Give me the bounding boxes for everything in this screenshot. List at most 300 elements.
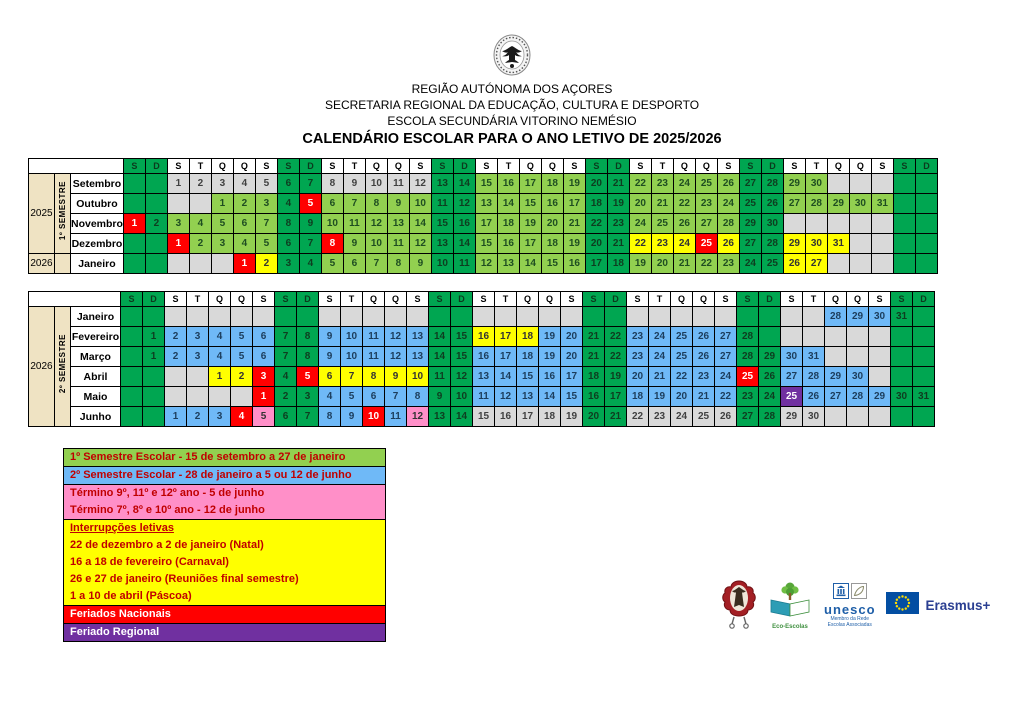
weekday-header: S xyxy=(407,292,429,307)
day-cell: 9 xyxy=(343,234,365,254)
day-cell xyxy=(915,194,937,214)
day-cell: 9 xyxy=(341,407,363,427)
day-cell xyxy=(539,307,561,327)
day-cell: 17 xyxy=(495,347,517,367)
weekday-header: D xyxy=(913,292,935,307)
weekday-header: T xyxy=(341,292,363,307)
day-cell xyxy=(517,307,539,327)
day-cell: 19 xyxy=(605,367,627,387)
day-cell: 20 xyxy=(585,174,607,194)
day-cell: 10 xyxy=(341,327,363,347)
legend-line: Feriado Regional xyxy=(70,626,160,638)
day-cell: 12 xyxy=(385,347,407,367)
day-cell xyxy=(869,367,891,387)
day-cell: 5 xyxy=(299,194,321,214)
day-cell: 2 xyxy=(233,194,255,214)
day-cell xyxy=(913,327,935,347)
day-cell: 27 xyxy=(783,194,805,214)
day-cell xyxy=(759,307,781,327)
weekday-header: S xyxy=(737,292,759,307)
day-cell: 2 xyxy=(165,347,187,367)
day-cell: 17 xyxy=(563,194,585,214)
day-cell: 12 xyxy=(451,367,473,387)
day-cell: 23 xyxy=(693,367,715,387)
day-cell xyxy=(121,347,143,367)
day-cell: 4 xyxy=(209,327,231,347)
day-cell: 12 xyxy=(409,234,431,254)
day-cell: 8 xyxy=(363,367,385,387)
eco-escolas-icon xyxy=(766,580,814,623)
day-cell: 5 xyxy=(255,174,277,194)
day-cell: 27 xyxy=(781,367,803,387)
day-cell: 24 xyxy=(649,327,671,347)
weekday-header: D xyxy=(299,159,321,174)
weekday-header: Q xyxy=(209,292,231,307)
month-label: Fevereiro xyxy=(71,327,121,347)
day-cell: 8 xyxy=(407,387,429,407)
unesco-caption-2: Escolas Associadas xyxy=(827,621,872,628)
day-cell xyxy=(891,347,913,367)
day-cell: 24 xyxy=(673,174,695,194)
day-cell: 6 xyxy=(275,407,297,427)
day-cell: 29 xyxy=(847,307,869,327)
day-cell xyxy=(297,307,319,327)
weekday-header: D xyxy=(607,159,629,174)
day-cell: 7 xyxy=(341,367,363,387)
day-cell xyxy=(583,307,605,327)
day-cell xyxy=(759,327,781,347)
day-cell: 18 xyxy=(541,174,563,194)
day-cell: 5 xyxy=(341,387,363,407)
day-cell xyxy=(145,234,167,254)
day-cell: 4 xyxy=(275,367,297,387)
day-cell: 12 xyxy=(365,214,387,234)
day-cell: 30 xyxy=(805,174,827,194)
day-cell xyxy=(167,194,189,214)
day-cell xyxy=(649,307,671,327)
day-cell: 28 xyxy=(761,174,783,194)
day-cell: 22 xyxy=(673,194,695,214)
day-cell: 16 xyxy=(539,367,561,387)
day-cell: 9 xyxy=(343,174,365,194)
day-cell: 27 xyxy=(695,214,717,234)
day-cell: 23 xyxy=(627,327,649,347)
day-cell: 28 xyxy=(759,407,781,427)
day-cell: 1 xyxy=(143,327,165,347)
day-cell: 18 xyxy=(541,234,563,254)
day-cell xyxy=(849,174,871,194)
day-cell: 23 xyxy=(607,214,629,234)
day-cell: 11 xyxy=(363,327,385,347)
day-cell: 11 xyxy=(387,234,409,254)
day-cell: 20 xyxy=(541,214,563,234)
day-cell xyxy=(167,254,189,274)
day-cell: 11 xyxy=(473,387,495,407)
day-cell: 1 xyxy=(167,234,189,254)
org-line-1: REGIÃO AUTÓNOMA DOS AÇORES xyxy=(411,82,613,96)
day-cell: 16 xyxy=(497,234,519,254)
day-cell: 13 xyxy=(497,254,519,274)
day-cell: 4 xyxy=(209,347,231,367)
day-cell: 10 xyxy=(365,174,387,194)
day-cell: 6 xyxy=(233,214,255,234)
day-cell: 15 xyxy=(475,174,497,194)
day-cell xyxy=(671,307,693,327)
day-cell: 4 xyxy=(319,387,341,407)
day-cell: 17 xyxy=(475,214,497,234)
day-cell: 1 xyxy=(143,347,165,367)
day-cell: 2 xyxy=(231,367,253,387)
legend-line: 16 a 18 de fevereiro (Carnaval) xyxy=(70,556,229,568)
day-cell: 21 xyxy=(693,387,715,407)
day-cell xyxy=(473,307,495,327)
legend-line: Término 9º, 11º e 12º ano - 5 de junho xyxy=(70,487,265,499)
day-cell xyxy=(209,307,231,327)
month-label: Abril xyxy=(71,367,121,387)
day-cell: 8 xyxy=(319,407,341,427)
day-cell xyxy=(187,367,209,387)
weekday-header: Q xyxy=(365,159,387,174)
semester-label-text: 2º SEMESTRE xyxy=(58,334,67,394)
day-cell: 5 xyxy=(297,367,319,387)
legend-line: 26 e 27 de janeiro (Reuniões final semestre) xyxy=(70,573,299,585)
day-cell: 29 xyxy=(783,234,805,254)
day-cell: 11 xyxy=(453,254,475,274)
day-cell xyxy=(803,307,825,327)
day-cell: 19 xyxy=(629,254,651,274)
day-cell xyxy=(913,347,935,367)
day-cell: 27 xyxy=(805,254,827,274)
month-label: Maio xyxy=(71,387,121,407)
day-cell: 3 xyxy=(255,194,277,214)
table-corner xyxy=(29,159,124,174)
day-cell: 23 xyxy=(651,234,673,254)
day-cell: 22 xyxy=(629,174,651,194)
day-cell: 30 xyxy=(803,407,825,427)
org-line-3: ESCOLA SECUNDÁRIA VITORINO NEMÉSIO xyxy=(387,114,637,128)
weekday-header: T xyxy=(651,159,673,174)
day-cell xyxy=(561,307,583,327)
day-cell: 28 xyxy=(847,387,869,407)
day-cell xyxy=(893,234,915,254)
day-cell: 26 xyxy=(761,194,783,214)
weekday-header: D xyxy=(759,292,781,307)
eu-flag-icon xyxy=(886,592,919,619)
erasmus-logo xyxy=(886,592,991,619)
day-cell: 21 xyxy=(649,367,671,387)
day-cell xyxy=(715,307,737,327)
day-cell: 20 xyxy=(671,387,693,407)
year-label: 2026 xyxy=(29,307,55,427)
weekday-header: Q xyxy=(517,292,539,307)
day-cell xyxy=(849,234,871,254)
day-cell: 18 xyxy=(539,407,561,427)
weekday-header: D xyxy=(451,292,473,307)
day-cell xyxy=(827,214,849,234)
day-cell: 18 xyxy=(627,387,649,407)
month-label: Novembro xyxy=(71,214,124,234)
day-cell xyxy=(871,234,893,254)
day-cell xyxy=(165,367,187,387)
legend-line: 22 de dezembro a 2 de janeiro (Natal) xyxy=(70,539,264,551)
weekday-header: Q xyxy=(673,159,695,174)
day-cell: 16 xyxy=(473,347,495,367)
day-cell xyxy=(145,194,167,214)
day-cell xyxy=(891,367,913,387)
day-cell xyxy=(915,254,937,274)
day-cell: 28 xyxy=(717,214,739,234)
day-cell xyxy=(805,214,827,234)
legend-line: 1º Semestre Escolar - 15 de setembro a 27 de janeiro xyxy=(70,451,346,463)
day-cell: 30 xyxy=(805,234,827,254)
day-cell: 4 xyxy=(299,254,321,274)
weekday-header: T xyxy=(495,292,517,307)
day-cell: 22 xyxy=(585,214,607,234)
day-cell: 7 xyxy=(297,407,319,427)
day-cell: 17 xyxy=(517,407,539,427)
day-cell: 7 xyxy=(275,327,297,347)
day-cell: 15 xyxy=(451,347,473,367)
weekday-header: S xyxy=(321,159,343,174)
day-cell: 1 xyxy=(165,407,187,427)
legend-block xyxy=(63,484,386,520)
day-cell: 5 xyxy=(321,254,343,274)
day-cell: 10 xyxy=(409,194,431,214)
azores-seal-icon xyxy=(493,34,531,81)
day-cell xyxy=(871,254,893,274)
weekday-header: S xyxy=(739,159,761,174)
weekday-header: Q xyxy=(539,292,561,307)
weekday-header: D xyxy=(453,159,475,174)
legend-block xyxy=(63,466,386,485)
day-cell xyxy=(211,254,233,274)
day-cell: 23 xyxy=(627,347,649,367)
day-cell xyxy=(893,254,915,274)
day-cell xyxy=(143,367,165,387)
day-cell: 29 xyxy=(739,214,761,234)
day-cell: 23 xyxy=(717,254,739,274)
day-cell: 30 xyxy=(761,214,783,234)
day-cell: 9 xyxy=(385,367,407,387)
day-cell: 29 xyxy=(783,174,805,194)
day-cell xyxy=(121,307,143,327)
day-cell: 1 xyxy=(209,367,231,387)
month-label: Junho xyxy=(71,407,121,427)
day-cell: 2 xyxy=(165,327,187,347)
day-cell xyxy=(737,307,759,327)
weekday-header: S xyxy=(783,159,805,174)
weekday-header: S xyxy=(717,159,739,174)
day-cell xyxy=(627,307,649,327)
day-cell: 14 xyxy=(429,327,451,347)
day-cell: 10 xyxy=(365,234,387,254)
weekday-header: Q xyxy=(847,292,869,307)
weekday-header: S xyxy=(629,159,651,174)
day-cell: 19 xyxy=(539,347,561,367)
day-cell xyxy=(825,347,847,367)
weekday-header: T xyxy=(343,159,365,174)
day-cell: 3 xyxy=(253,367,275,387)
day-cell: 12 xyxy=(495,387,517,407)
day-cell: 30 xyxy=(869,307,891,327)
weekday-header: Q xyxy=(695,159,717,174)
day-cell: 28 xyxy=(803,367,825,387)
weekday-header: T xyxy=(803,292,825,307)
day-cell: 31 xyxy=(827,234,849,254)
school-crest-icon xyxy=(722,580,756,630)
day-cell xyxy=(253,307,275,327)
day-cell: 29 xyxy=(781,407,803,427)
day-cell: 28 xyxy=(737,347,759,367)
day-cell: 7 xyxy=(255,214,277,234)
day-cell: 7 xyxy=(275,347,297,367)
day-cell: 22 xyxy=(605,347,627,367)
day-cell xyxy=(871,214,893,234)
day-cell: 24 xyxy=(717,194,739,214)
month-label: Janeiro xyxy=(71,254,124,274)
weekday-header: S xyxy=(473,292,495,307)
legend-line: Feriados Nacionais xyxy=(70,608,171,620)
day-cell: 16 xyxy=(583,387,605,407)
day-cell: 27 xyxy=(715,347,737,367)
day-cell: 8 xyxy=(365,194,387,214)
day-cell xyxy=(145,254,167,274)
day-cell: 30 xyxy=(847,367,869,387)
day-cell xyxy=(189,194,211,214)
day-cell xyxy=(451,307,473,327)
weekday-header: D xyxy=(297,292,319,307)
day-cell: 30 xyxy=(891,387,913,407)
day-cell: 11 xyxy=(429,367,451,387)
day-cell: 8 xyxy=(321,234,343,254)
month-label: Janeiro xyxy=(71,307,121,327)
day-cell: 3 xyxy=(211,234,233,254)
day-cell: 9 xyxy=(409,254,431,274)
day-cell: 7 xyxy=(385,387,407,407)
day-cell xyxy=(495,307,517,327)
legend-block xyxy=(63,623,386,642)
day-cell: 3 xyxy=(277,254,299,274)
day-cell: 20 xyxy=(561,347,583,367)
day-cell: 26 xyxy=(717,234,739,254)
day-cell: 14 xyxy=(453,234,475,254)
day-cell: 10 xyxy=(363,407,385,427)
weekday-header: S xyxy=(561,292,583,307)
day-cell: 21 xyxy=(563,214,585,234)
day-cell: 6 xyxy=(277,234,299,254)
weekday-header: S xyxy=(253,292,275,307)
day-cell: 5 xyxy=(231,327,253,347)
day-cell: 6 xyxy=(343,254,365,274)
day-cell: 22 xyxy=(671,367,693,387)
day-cell: 24 xyxy=(629,214,651,234)
semester-label xyxy=(55,307,71,427)
day-cell xyxy=(781,327,803,347)
day-cell: 19 xyxy=(539,327,561,347)
day-cell: 28 xyxy=(761,234,783,254)
weekday-header: D xyxy=(145,159,167,174)
day-cell: 8 xyxy=(277,214,299,234)
day-cell: 23 xyxy=(737,387,759,407)
day-cell xyxy=(869,347,891,367)
day-cell: 24 xyxy=(739,254,761,274)
day-cell: 16 xyxy=(473,327,495,347)
day-cell: 31 xyxy=(803,347,825,367)
day-cell: 4 xyxy=(233,174,255,194)
semester-label xyxy=(55,254,71,274)
weekday-header: T xyxy=(187,292,209,307)
weekday-header: Q xyxy=(825,292,847,307)
semester-label xyxy=(55,174,71,254)
day-cell: 15 xyxy=(475,234,497,254)
eco-escolas-logo xyxy=(766,580,814,630)
day-cell: 2 xyxy=(275,387,297,407)
day-cell: 25 xyxy=(671,327,693,347)
legend-block xyxy=(63,605,386,624)
day-cell: 18 xyxy=(583,367,605,387)
weekday-header: S xyxy=(429,292,451,307)
day-cell xyxy=(231,387,253,407)
month-label: Setembro xyxy=(71,174,124,194)
day-cell: 10 xyxy=(321,214,343,234)
day-cell: 10 xyxy=(451,387,473,407)
footer-logos xyxy=(722,580,990,630)
day-cell: 20 xyxy=(561,327,583,347)
day-cell xyxy=(121,327,143,347)
day-cell: 26 xyxy=(673,214,695,234)
masthead xyxy=(0,34,1024,148)
day-cell: 2 xyxy=(187,407,209,427)
unesco-logo xyxy=(824,583,876,628)
weekday-header: Q xyxy=(671,292,693,307)
day-cell: 31 xyxy=(913,387,935,407)
day-cell: 13 xyxy=(475,194,497,214)
weekday-header: S xyxy=(893,159,915,174)
day-cell: 3 xyxy=(211,174,233,194)
day-cell: 13 xyxy=(407,327,429,347)
day-cell: 19 xyxy=(607,194,629,214)
day-cell xyxy=(693,307,715,327)
day-cell: 11 xyxy=(343,214,365,234)
day-cell: 13 xyxy=(387,214,409,234)
day-cell: 27 xyxy=(739,174,761,194)
day-cell: 2 xyxy=(255,254,277,274)
weekday-header: S xyxy=(167,159,189,174)
day-cell: 11 xyxy=(385,407,407,427)
day-cell xyxy=(891,407,913,427)
day-cell xyxy=(121,407,143,427)
semester1-calendar-table xyxy=(28,158,938,274)
day-cell: 11 xyxy=(431,194,453,214)
day-cell: 1 xyxy=(167,174,189,194)
day-cell xyxy=(143,407,165,427)
day-cell: 24 xyxy=(715,367,737,387)
day-cell: 21 xyxy=(607,174,629,194)
page-title: CALENDÁRIO ESCOLAR PARA O ANO LETIVO DE 2025/2026 xyxy=(302,131,722,147)
month-label: Dezembro xyxy=(71,234,124,254)
year-label: 2026 xyxy=(29,254,55,274)
weekday-header: Q xyxy=(233,159,255,174)
day-cell: 19 xyxy=(561,407,583,427)
day-cell: 1 xyxy=(123,214,145,234)
day-cell: 15 xyxy=(541,254,563,274)
day-cell: 12 xyxy=(453,194,475,214)
day-cell: 14 xyxy=(519,254,541,274)
day-cell xyxy=(871,174,893,194)
day-cell: 1 xyxy=(211,194,233,214)
day-cell xyxy=(407,307,429,327)
day-cell: 21 xyxy=(651,194,673,214)
